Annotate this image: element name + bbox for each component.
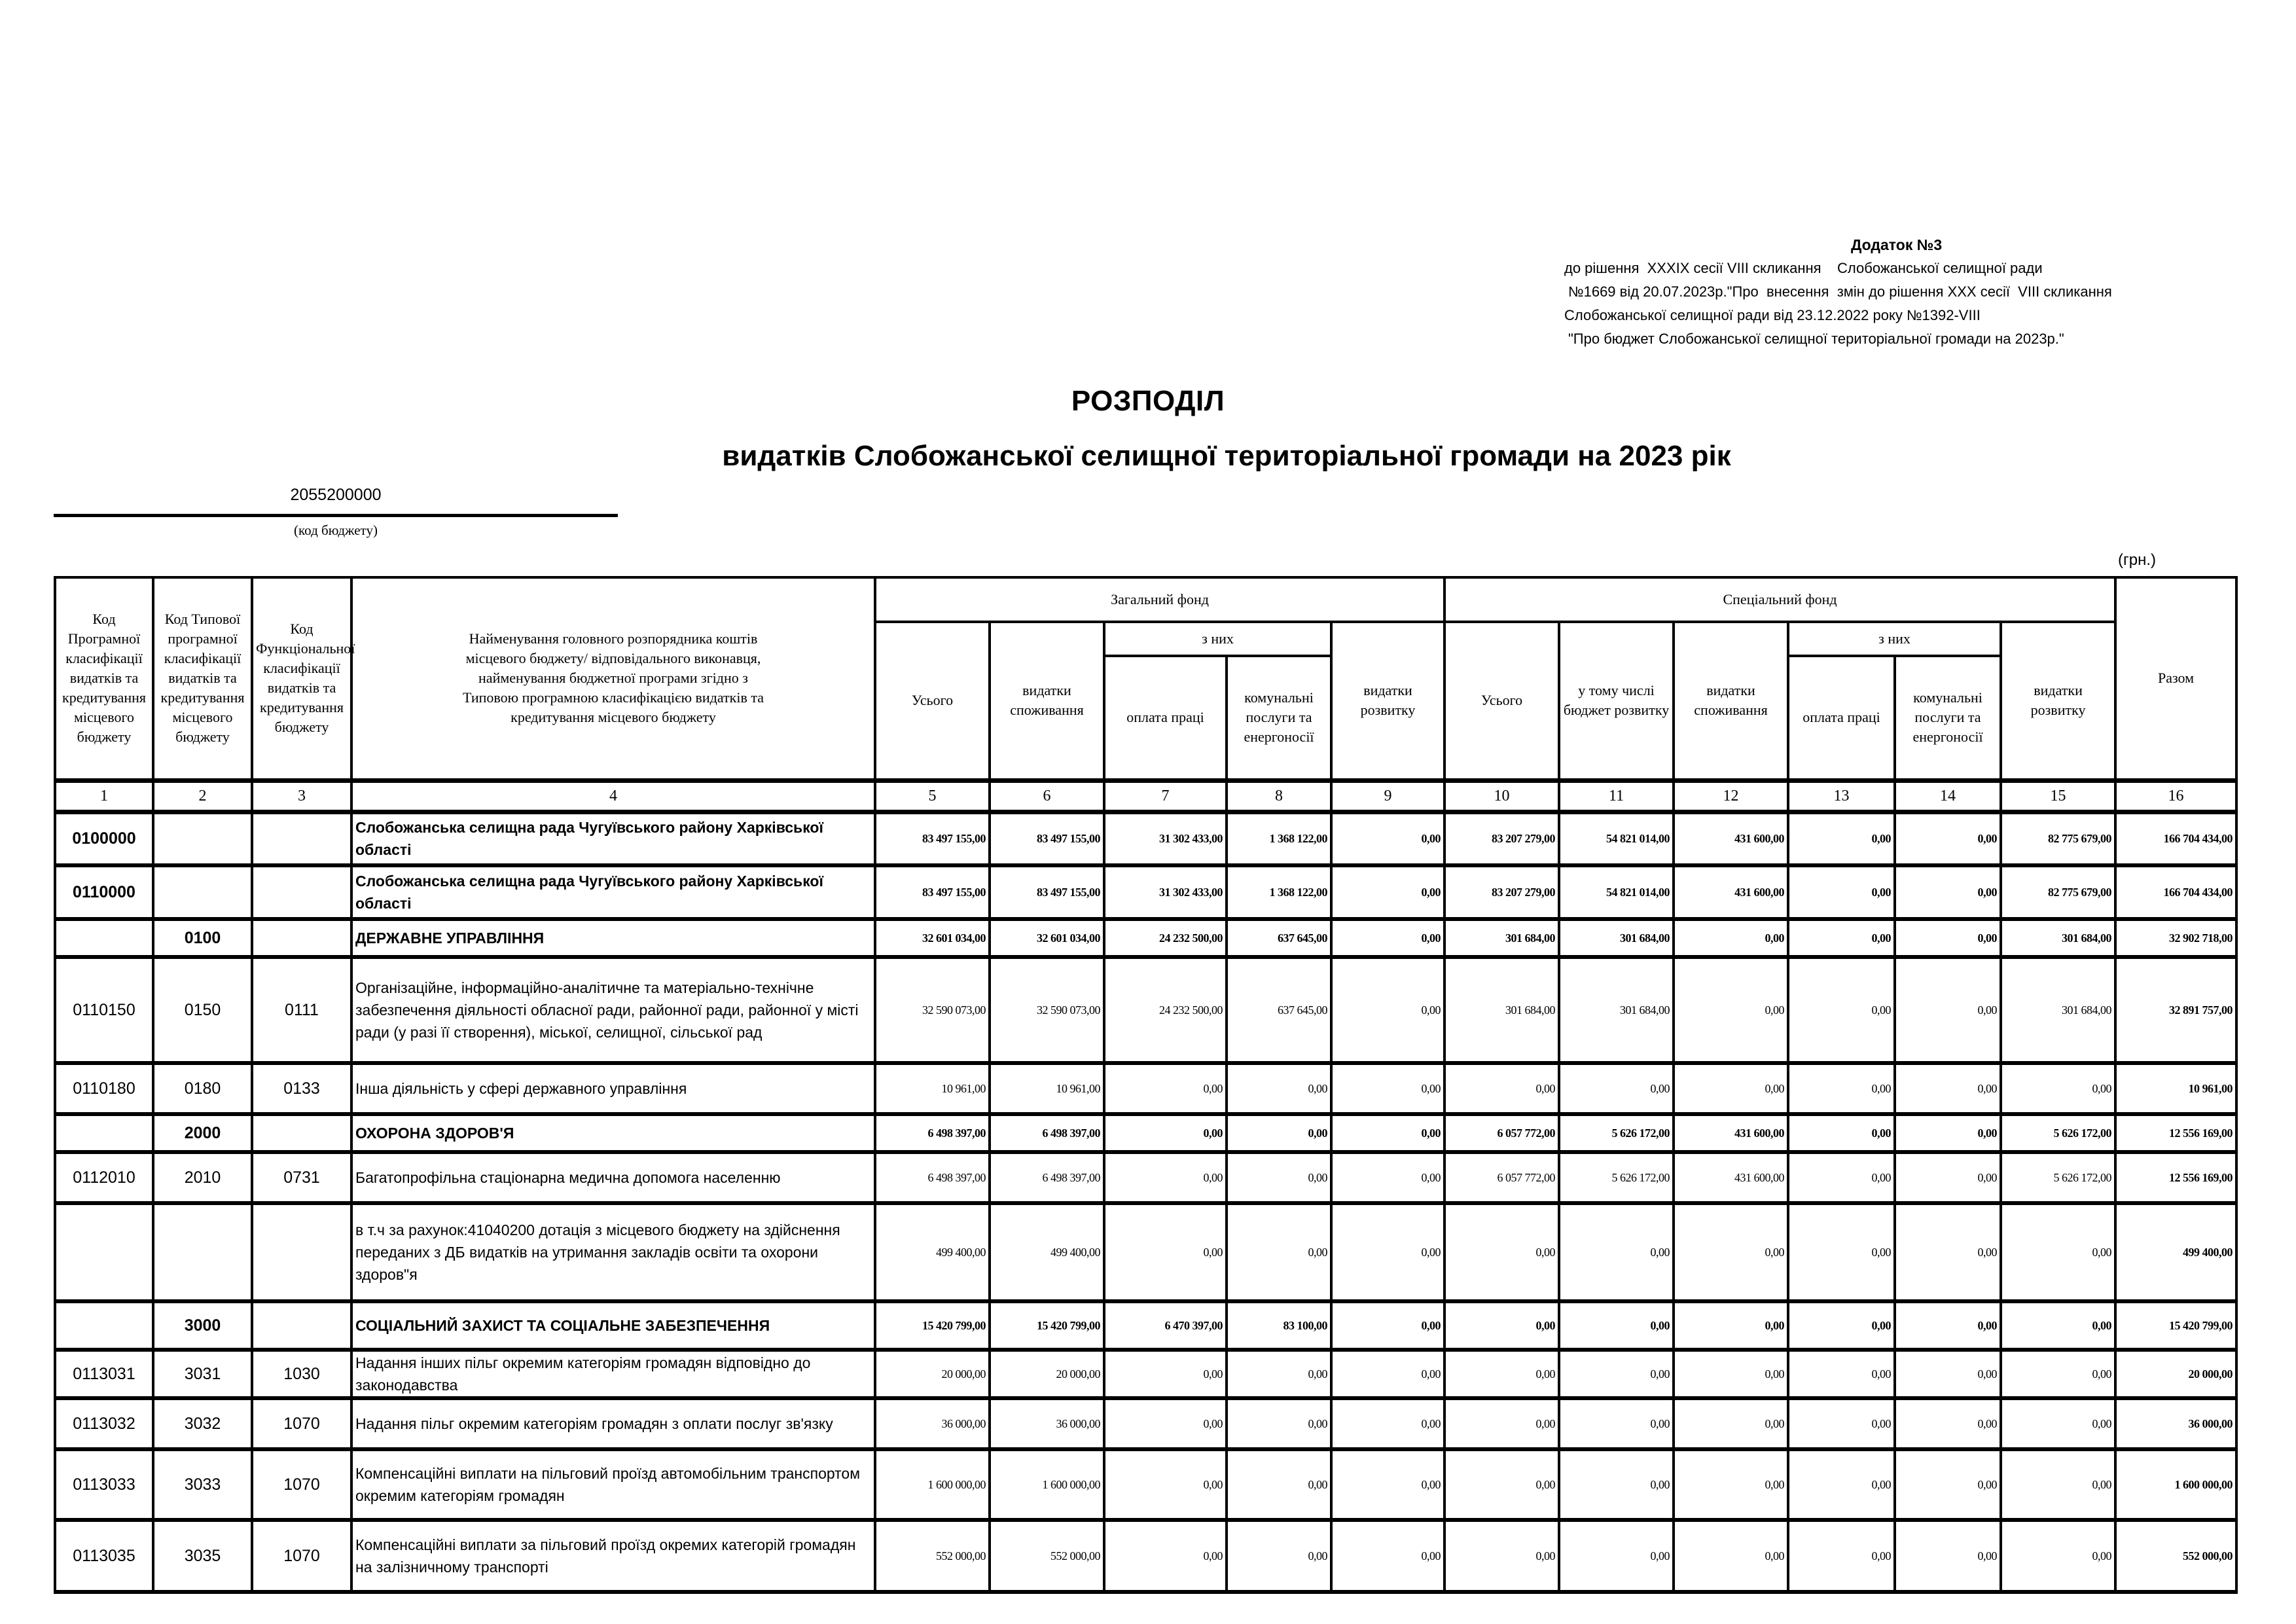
- amount-cell: 0,00: [1331, 1520, 1444, 1592]
- typical-program-code-cell: [153, 1203, 252, 1301]
- program-code-cell: 0110150: [55, 957, 153, 1063]
- amount-cell: 0,00: [1104, 1520, 1227, 1592]
- annex-line: "Про бюджет Слобожанської селищної територіальної громади на 2023р.": [1568, 331, 2064, 347]
- amount-cell: 0,00: [1104, 1063, 1227, 1114]
- amount-cell: 0,00: [1674, 1520, 1788, 1592]
- typical-program-code-cell: 0180: [153, 1063, 252, 1114]
- program-name-cell: Організаційне, інформаційно-аналітичне та матеріально-технічне забезпечення діяльності обласної ради, районної ради, районної у місті ради (у разі її створення), міської, селищної, сільської рад: [351, 957, 875, 1063]
- header-special-fund: Спеціальний фонд: [1444, 577, 2115, 622]
- amount-cell: 0,00: [1227, 1152, 1331, 1203]
- column-number: 3: [252, 780, 351, 812]
- program-name-cell: Слобожанська селищна рада Чугуївського району Харківської області: [351, 865, 875, 919]
- amount-cell: 1 368 122,00: [1227, 812, 1331, 865]
- amount-cell: 10 961,00: [990, 1063, 1104, 1114]
- header-gf-utilities: комунальні послуги та енергоносії: [1227, 656, 1331, 780]
- program-code-cell: [55, 919, 153, 957]
- amount-cell: 0,00: [1227, 1449, 1331, 1520]
- column-number: 15: [2001, 780, 2115, 812]
- amount-cell: 0,00: [1895, 1301, 2001, 1350]
- amount-cell: 0,00: [2001, 1398, 2115, 1449]
- amount-cell: 0,00: [1895, 1152, 2001, 1203]
- amount-cell: 0,00: [1331, 1301, 1444, 1350]
- amount-cell: 431 600,00: [1674, 865, 1788, 919]
- amount-cell: 5 626 172,00: [1559, 1152, 1674, 1203]
- program-name-cell: Багатопрофільна стаціонарна медична допомога населенню: [351, 1152, 875, 1203]
- total-value-cell: 20 000,00: [2115, 1350, 2236, 1398]
- total-value-cell: 166 704 434,00: [2115, 865, 2236, 919]
- amount-cell: 0,00: [1104, 1152, 1227, 1203]
- amount-cell: 0,00: [1104, 1449, 1227, 1520]
- functional-code-cell: [252, 865, 351, 919]
- total-value-cell: 32 891 757,00: [2115, 957, 2236, 1063]
- annex-line: Слобожанської селищної ради від 23.12.2022 року №1392-VIII: [1564, 307, 1981, 323]
- amount-cell: 0,00: [1331, 1114, 1444, 1152]
- amount-cell: 301 684,00: [2001, 919, 2115, 957]
- total-value-cell: 32 902 718,00: [2115, 919, 2236, 957]
- amount-cell: 83 497 155,00: [875, 812, 990, 865]
- amount-cell: 0,00: [1674, 1203, 1788, 1301]
- amount-cell: 637 645,00: [1227, 919, 1331, 957]
- amount-cell: 0,00: [1788, 1520, 1895, 1592]
- amount-cell: 82 775 679,00: [2001, 865, 2115, 919]
- amount-cell: 0,00: [1444, 1203, 1559, 1301]
- amount-cell: 20 000,00: [875, 1350, 990, 1398]
- amount-cell: 0,00: [1674, 957, 1788, 1063]
- amount-cell: 0,00: [1559, 1520, 1674, 1592]
- header-gf-salary: оплата праці: [1104, 656, 1227, 780]
- program-code-cell: [55, 1301, 153, 1350]
- amount-cell: 83 100,00: [1227, 1301, 1331, 1350]
- table-row: [55, 1063, 2236, 1114]
- table-row: [55, 1203, 2236, 1301]
- typical-program-code-cell: 2000: [153, 1114, 252, 1152]
- header-sf-consumption: видатки споживання: [1674, 622, 1788, 780]
- column-number: 1: [55, 780, 153, 812]
- functional-code-cell: 1030: [252, 1350, 351, 1398]
- column-number: 6: [990, 780, 1104, 812]
- amount-cell: 6 057 772,00: [1444, 1114, 1559, 1152]
- budget-code-caption: (код бюджету): [294, 522, 378, 538]
- total-value-cell: 12 556 169,00: [2115, 1152, 2236, 1203]
- amount-cell: 0,00: [1444, 1449, 1559, 1520]
- functional-code-cell: 0133: [252, 1063, 351, 1114]
- amount-cell: 0,00: [1895, 919, 2001, 957]
- functional-code-cell: [252, 812, 351, 865]
- functional-code-cell: 1070: [252, 1449, 351, 1520]
- budget-code: 2055200000: [290, 486, 382, 504]
- program-code-cell: [55, 1203, 153, 1301]
- amount-cell: 499 400,00: [875, 1203, 990, 1301]
- amount-cell: 0,00: [1788, 1398, 1895, 1449]
- typical-program-code-cell: 3035: [153, 1520, 252, 1592]
- amount-cell: 54 821 014,00: [1559, 812, 1674, 865]
- total-value-cell: 552 000,00: [2115, 1520, 2236, 1592]
- amount-cell: 0,00: [2001, 1301, 2115, 1350]
- table-row: [55, 919, 2236, 957]
- functional-code-cell: 0111: [252, 957, 351, 1063]
- amount-cell: 0,00: [1788, 1063, 1895, 1114]
- typical-program-code-cell: 0150: [153, 957, 252, 1063]
- amount-cell: 0,00: [1674, 919, 1788, 957]
- header-gf-consumption: видатки споживання: [990, 622, 1104, 780]
- amount-cell: 0,00: [1895, 1203, 2001, 1301]
- amount-cell: 552 000,00: [875, 1520, 990, 1592]
- amount-cell: 32 590 073,00: [990, 957, 1104, 1063]
- amount-cell: 0,00: [1104, 1114, 1227, 1152]
- total-value-cell: 10 961,00: [2115, 1063, 2236, 1114]
- amount-cell: 6 498 397,00: [875, 1114, 990, 1152]
- amount-cell: 0,00: [1559, 1398, 1674, 1449]
- amount-cell: 0,00: [1444, 1520, 1559, 1592]
- amount-cell: 0,00: [1674, 1449, 1788, 1520]
- amount-cell: 301 684,00: [1444, 919, 1559, 957]
- amount-cell: 32 590 073,00: [875, 957, 990, 1063]
- header-sf-utilities: комунальні послуги та енергоносії: [1895, 656, 2001, 780]
- amount-cell: 32 601 034,00: [990, 919, 1104, 957]
- amount-cell: 0,00: [1559, 1350, 1674, 1398]
- amount-cell: 301 684,00: [2001, 957, 2115, 1063]
- amount-cell: 0,00: [1559, 1203, 1674, 1301]
- amount-cell: 0,00: [1674, 1063, 1788, 1114]
- program-name-cell: ОХОРОНА ЗДОРОВ'Я: [351, 1114, 875, 1152]
- amount-cell: 0,00: [1895, 957, 2001, 1063]
- amount-cell: 552 000,00: [990, 1520, 1104, 1592]
- header-sf-dev-budget: у тому числі бюджет розвитку: [1559, 622, 1674, 780]
- amount-cell: 83 497 155,00: [990, 812, 1104, 865]
- program-name-cell: ДЕРЖАВНЕ УПРАВЛІННЯ: [351, 919, 875, 957]
- column-number: 12: [1674, 780, 1788, 812]
- functional-code-cell: 1070: [252, 1398, 351, 1449]
- amount-cell: 0,00: [1227, 1350, 1331, 1398]
- amount-cell: 301 684,00: [1444, 957, 1559, 1063]
- amount-cell: 637 645,00: [1227, 957, 1331, 1063]
- typical-program-code-cell: 3032: [153, 1398, 252, 1449]
- column-number: 14: [1895, 780, 2001, 812]
- amount-cell: 83 497 155,00: [875, 865, 990, 919]
- table-row: [55, 1301, 2236, 1350]
- amount-cell: 0,00: [1895, 812, 2001, 865]
- document-subtitle: видатків Слобожанської селищної територіальної громади на 2023 рік: [722, 440, 1731, 472]
- amount-cell: 0,00: [1788, 865, 1895, 919]
- amount-cell: 6 498 397,00: [990, 1152, 1104, 1203]
- header-gf-total: Усього: [875, 622, 990, 780]
- amount-cell: 24 232 500,00: [1104, 919, 1227, 957]
- column-numbers-row: [55, 780, 2236, 812]
- amount-cell: 0,00: [1227, 1063, 1331, 1114]
- column-number: 2: [153, 780, 252, 812]
- amount-cell: 0,00: [1331, 957, 1444, 1063]
- program-name-cell: Надання пільг окремим категоріям громадян з оплати послуг зв'язку: [351, 1398, 875, 1449]
- amount-cell: 499 400,00: [990, 1203, 1104, 1301]
- amount-cell: 0,00: [1559, 1063, 1674, 1114]
- column-number: 4: [351, 780, 875, 812]
- program-name-cell: Компенсаційні виплати за пільговий проїзд окремих категорій громадян на залізничному транспорті: [351, 1520, 875, 1592]
- amount-cell: 431 600,00: [1674, 812, 1788, 865]
- amount-cell: 0,00: [1788, 1301, 1895, 1350]
- functional-code-cell: [252, 1301, 351, 1350]
- program-code-cell: [55, 1114, 153, 1152]
- amount-cell: 0,00: [1227, 1398, 1331, 1449]
- amount-cell: 0,00: [1331, 812, 1444, 865]
- amount-cell: 0,00: [1227, 1203, 1331, 1301]
- column-number: 11: [1559, 780, 1674, 812]
- amount-cell: 1 600 000,00: [875, 1449, 990, 1520]
- header-sf-of-which: з них: [1788, 622, 2001, 656]
- amount-cell: 24 232 500,00: [1104, 957, 1227, 1063]
- program-code-cell: 0113031: [55, 1350, 153, 1398]
- amount-cell: 431 600,00: [1674, 1152, 1788, 1203]
- amount-cell: 0,00: [1788, 1152, 1895, 1203]
- amount-cell: 20 000,00: [990, 1350, 1104, 1398]
- budget-code-underline: [54, 514, 618, 517]
- amount-cell: 15 420 799,00: [875, 1301, 990, 1350]
- column-number: 10: [1444, 780, 1559, 812]
- program-name-cell: Інша діяльність у сфері державного управління: [351, 1063, 875, 1114]
- amount-cell: 0,00: [1895, 1449, 2001, 1520]
- program-code-cell: 0110180: [55, 1063, 153, 1114]
- amount-cell: 0,00: [1674, 1398, 1788, 1449]
- typical-program-code-cell: 3031: [153, 1350, 252, 1398]
- amount-cell: 36 000,00: [875, 1398, 990, 1449]
- column-number: 5: [875, 780, 990, 812]
- amount-cell: 1 368 122,00: [1227, 865, 1331, 919]
- amount-cell: 0,00: [1444, 1063, 1559, 1114]
- amount-cell: 6 470 397,00: [1104, 1301, 1227, 1350]
- amount-cell: 32 601 034,00: [875, 919, 990, 957]
- amount-cell: 0,00: [1444, 1350, 1559, 1398]
- amount-cell: 0,00: [1331, 1449, 1444, 1520]
- annex-line: №1669 від 20.07.2023р."Про внесення змін до рішення ХХХ сесії VIII скликання: [1568, 283, 2112, 300]
- amount-cell: 0,00: [2001, 1449, 2115, 1520]
- amount-cell: 5 626 172,00: [2001, 1152, 2115, 1203]
- amount-cell: 0,00: [1674, 1301, 1788, 1350]
- amount-cell: 5 626 172,00: [1559, 1114, 1674, 1152]
- total-value-cell: 166 704 434,00: [2115, 812, 2236, 865]
- amount-cell: 0,00: [1444, 1398, 1559, 1449]
- program-code-cell: 0113032: [55, 1398, 153, 1449]
- amount-cell: 36 000,00: [990, 1398, 1104, 1449]
- annex-title: Додаток №3: [1851, 236, 1943, 253]
- amount-cell: 0,00: [1331, 919, 1444, 957]
- amount-cell: 82 775 679,00: [2001, 812, 2115, 865]
- program-code-cell: 0113035: [55, 1520, 153, 1592]
- amount-cell: 0,00: [1788, 1114, 1895, 1152]
- table-row: [55, 1520, 2236, 1592]
- amount-cell: 0,00: [1788, 1203, 1895, 1301]
- amount-cell: 0,00: [2001, 1520, 2115, 1592]
- program-name-cell: СОЦІАЛЬНИЙ ЗАХИСТ ТА СОЦІАЛЬНЕ ЗАБЕЗПЕЧЕННЯ: [351, 1301, 875, 1350]
- amount-cell: 5 626 172,00: [2001, 1114, 2115, 1152]
- column-number: 13: [1788, 780, 1895, 812]
- header-general-fund: Загальний фонд: [875, 577, 1444, 622]
- header-sf-total: Усього: [1444, 622, 1559, 780]
- total-value-cell: 36 000,00: [2115, 1398, 2236, 1449]
- header-sf-development: видатки розвитку: [2001, 622, 2115, 780]
- amount-cell: 301 684,00: [1559, 957, 1674, 1063]
- program-code-cell: 0110000: [55, 865, 153, 919]
- header-name: Найменування головного розпорядника коштів місцевого бюджету/ відповідального виконавця, найменування бюджетної програми згідно з Типовою програмною класифікацією видатків та кредитування місцевого бюджету: [351, 577, 875, 780]
- amount-cell: 0,00: [1895, 1063, 2001, 1114]
- typical-program-code-cell: 2010: [153, 1152, 252, 1203]
- table-row: [55, 812, 2236, 865]
- amount-cell: 0,00: [1788, 957, 1895, 1063]
- typical-program-code-cell: 3000: [153, 1301, 252, 1350]
- header-gf-development: видатки розвитку: [1331, 622, 1444, 780]
- typical-program-code-cell: [153, 812, 252, 865]
- amount-cell: 0,00: [1559, 1301, 1674, 1350]
- amount-cell: 6 498 397,00: [990, 1114, 1104, 1152]
- amount-cell: 0,00: [1331, 1063, 1444, 1114]
- amount-cell: 0,00: [1674, 1350, 1788, 1398]
- program-code-cell: 0112010: [55, 1152, 153, 1203]
- column-number: 9: [1331, 780, 1444, 812]
- typical-program-code-cell: 0100: [153, 919, 252, 957]
- total-value-cell: 12 556 169,00: [2115, 1114, 2236, 1152]
- table-row: [55, 865, 2236, 919]
- amount-cell: 0,00: [1227, 1520, 1331, 1592]
- header-program-code: Код Програмної класифікації видатків та кредитування місцевого бюджету: [55, 577, 153, 780]
- header-typical-program-code: Код Типової програмної класифікації видатків та кредитування місцевого бюджету: [153, 577, 252, 780]
- amount-cell: 1 600 000,00: [990, 1449, 1104, 1520]
- document-title: РОЗПОДІЛ: [1071, 385, 1225, 417]
- amount-cell: 0,00: [1331, 1350, 1444, 1398]
- amount-cell: 83 207 279,00: [1444, 865, 1559, 919]
- amount-cell: 0,00: [2001, 1063, 2115, 1114]
- amount-cell: 0,00: [2001, 1350, 2115, 1398]
- table-row: [55, 1152, 2236, 1203]
- functional-code-cell: [252, 1114, 351, 1152]
- amount-cell: 0,00: [2001, 1203, 2115, 1301]
- amount-cell: 0,00: [1331, 1152, 1444, 1203]
- table-row: [55, 1449, 2236, 1520]
- amount-cell: 301 684,00: [1559, 919, 1674, 957]
- table-body: [55, 812, 2236, 1592]
- program-name-cell: Компенсаційні виплати на пільговий проїзд автомобільним транспортом окремим категоріям громадян: [351, 1449, 875, 1520]
- table-row: [55, 1350, 2236, 1398]
- typical-program-code-cell: [153, 865, 252, 919]
- amount-cell: 0,00: [1331, 865, 1444, 919]
- program-code-cell: 0100000: [55, 812, 153, 865]
- table-row: [55, 1114, 2236, 1152]
- amount-cell: 83 497 155,00: [990, 865, 1104, 919]
- header-gf-of-which: з них: [1104, 622, 1331, 656]
- column-number: 7: [1104, 780, 1227, 812]
- amount-cell: 0,00: [1559, 1449, 1674, 1520]
- amount-cell: 0,00: [1104, 1398, 1227, 1449]
- functional-code-cell: 0731: [252, 1152, 351, 1203]
- table-row: [55, 957, 2236, 1063]
- amount-cell: 0,00: [1895, 1520, 2001, 1592]
- total-value-cell: 1 600 000,00: [2115, 1449, 2236, 1520]
- table-row: [55, 1398, 2236, 1449]
- amount-cell: 0,00: [1895, 865, 2001, 919]
- header-sf-salary: оплата праці: [1788, 656, 1895, 780]
- expenditure-table: [54, 576, 2238, 1594]
- functional-code-cell: [252, 919, 351, 957]
- amount-cell: 0,00: [1331, 1398, 1444, 1449]
- amount-cell: 0,00: [1227, 1114, 1331, 1152]
- amount-cell: 0,00: [1444, 1301, 1559, 1350]
- column-number: 16: [2115, 780, 2236, 812]
- annex-header: [1564, 233, 2284, 351]
- annex-line: до рішення XXXIX сесії VIII скликання Слобожанської селищної ради: [1564, 260, 2043, 276]
- amount-cell: 31 302 433,00: [1104, 812, 1227, 865]
- amount-cell: 0,00: [1788, 919, 1895, 957]
- header-total: Разом: [2115, 577, 2236, 780]
- functional-code-cell: 1070: [252, 1520, 351, 1592]
- amount-cell: 0,00: [1104, 1350, 1227, 1398]
- amount-cell: 0,00: [1788, 1449, 1895, 1520]
- column-number: 8: [1227, 780, 1331, 812]
- currency-label: (грн.): [2118, 551, 2157, 569]
- amount-cell: 0,00: [1104, 1203, 1227, 1301]
- amount-cell: 0,00: [1788, 1350, 1895, 1398]
- amount-cell: 10 961,00: [875, 1063, 990, 1114]
- typical-program-code-cell: 3033: [153, 1449, 252, 1520]
- amount-cell: 0,00: [1895, 1114, 2001, 1152]
- total-value-cell: 499 400,00: [2115, 1203, 2236, 1301]
- total-value-cell: 15 420 799,00: [2115, 1301, 2236, 1350]
- amount-cell: 31 302 433,00: [1104, 865, 1227, 919]
- amount-cell: 431 600,00: [1674, 1114, 1788, 1152]
- amount-cell: 0,00: [1788, 812, 1895, 865]
- amount-cell: 0,00: [1895, 1350, 2001, 1398]
- amount-cell: 54 821 014,00: [1559, 865, 1674, 919]
- program-code-cell: 0113033: [55, 1449, 153, 1520]
- amount-cell: 6 057 772,00: [1444, 1152, 1559, 1203]
- header-functional-code: Код Функціональної класифікації видатків та кредитування бюджету: [252, 577, 351, 780]
- amount-cell: 15 420 799,00: [990, 1301, 1104, 1350]
- program-name-cell: Надання інших пільг окремим категоріям громадян відповідно до законодавства: [351, 1350, 875, 1398]
- amount-cell: 83 207 279,00: [1444, 812, 1559, 865]
- functional-code-cell: [252, 1203, 351, 1301]
- amount-cell: 0,00: [1895, 1398, 2001, 1449]
- program-name-cell: в т.ч за рахунок:41040200 дотація з місцевого бюджету на здійснення переданих з ДБ видатків на утримання закладів освіти та охорони здоров"я: [351, 1203, 875, 1301]
- amount-cell: 6 498 397,00: [875, 1152, 990, 1203]
- program-name-cell: Слобожанська селищна рада Чугуївського району Харківської області: [351, 812, 875, 865]
- amount-cell: 0,00: [1331, 1203, 1444, 1301]
